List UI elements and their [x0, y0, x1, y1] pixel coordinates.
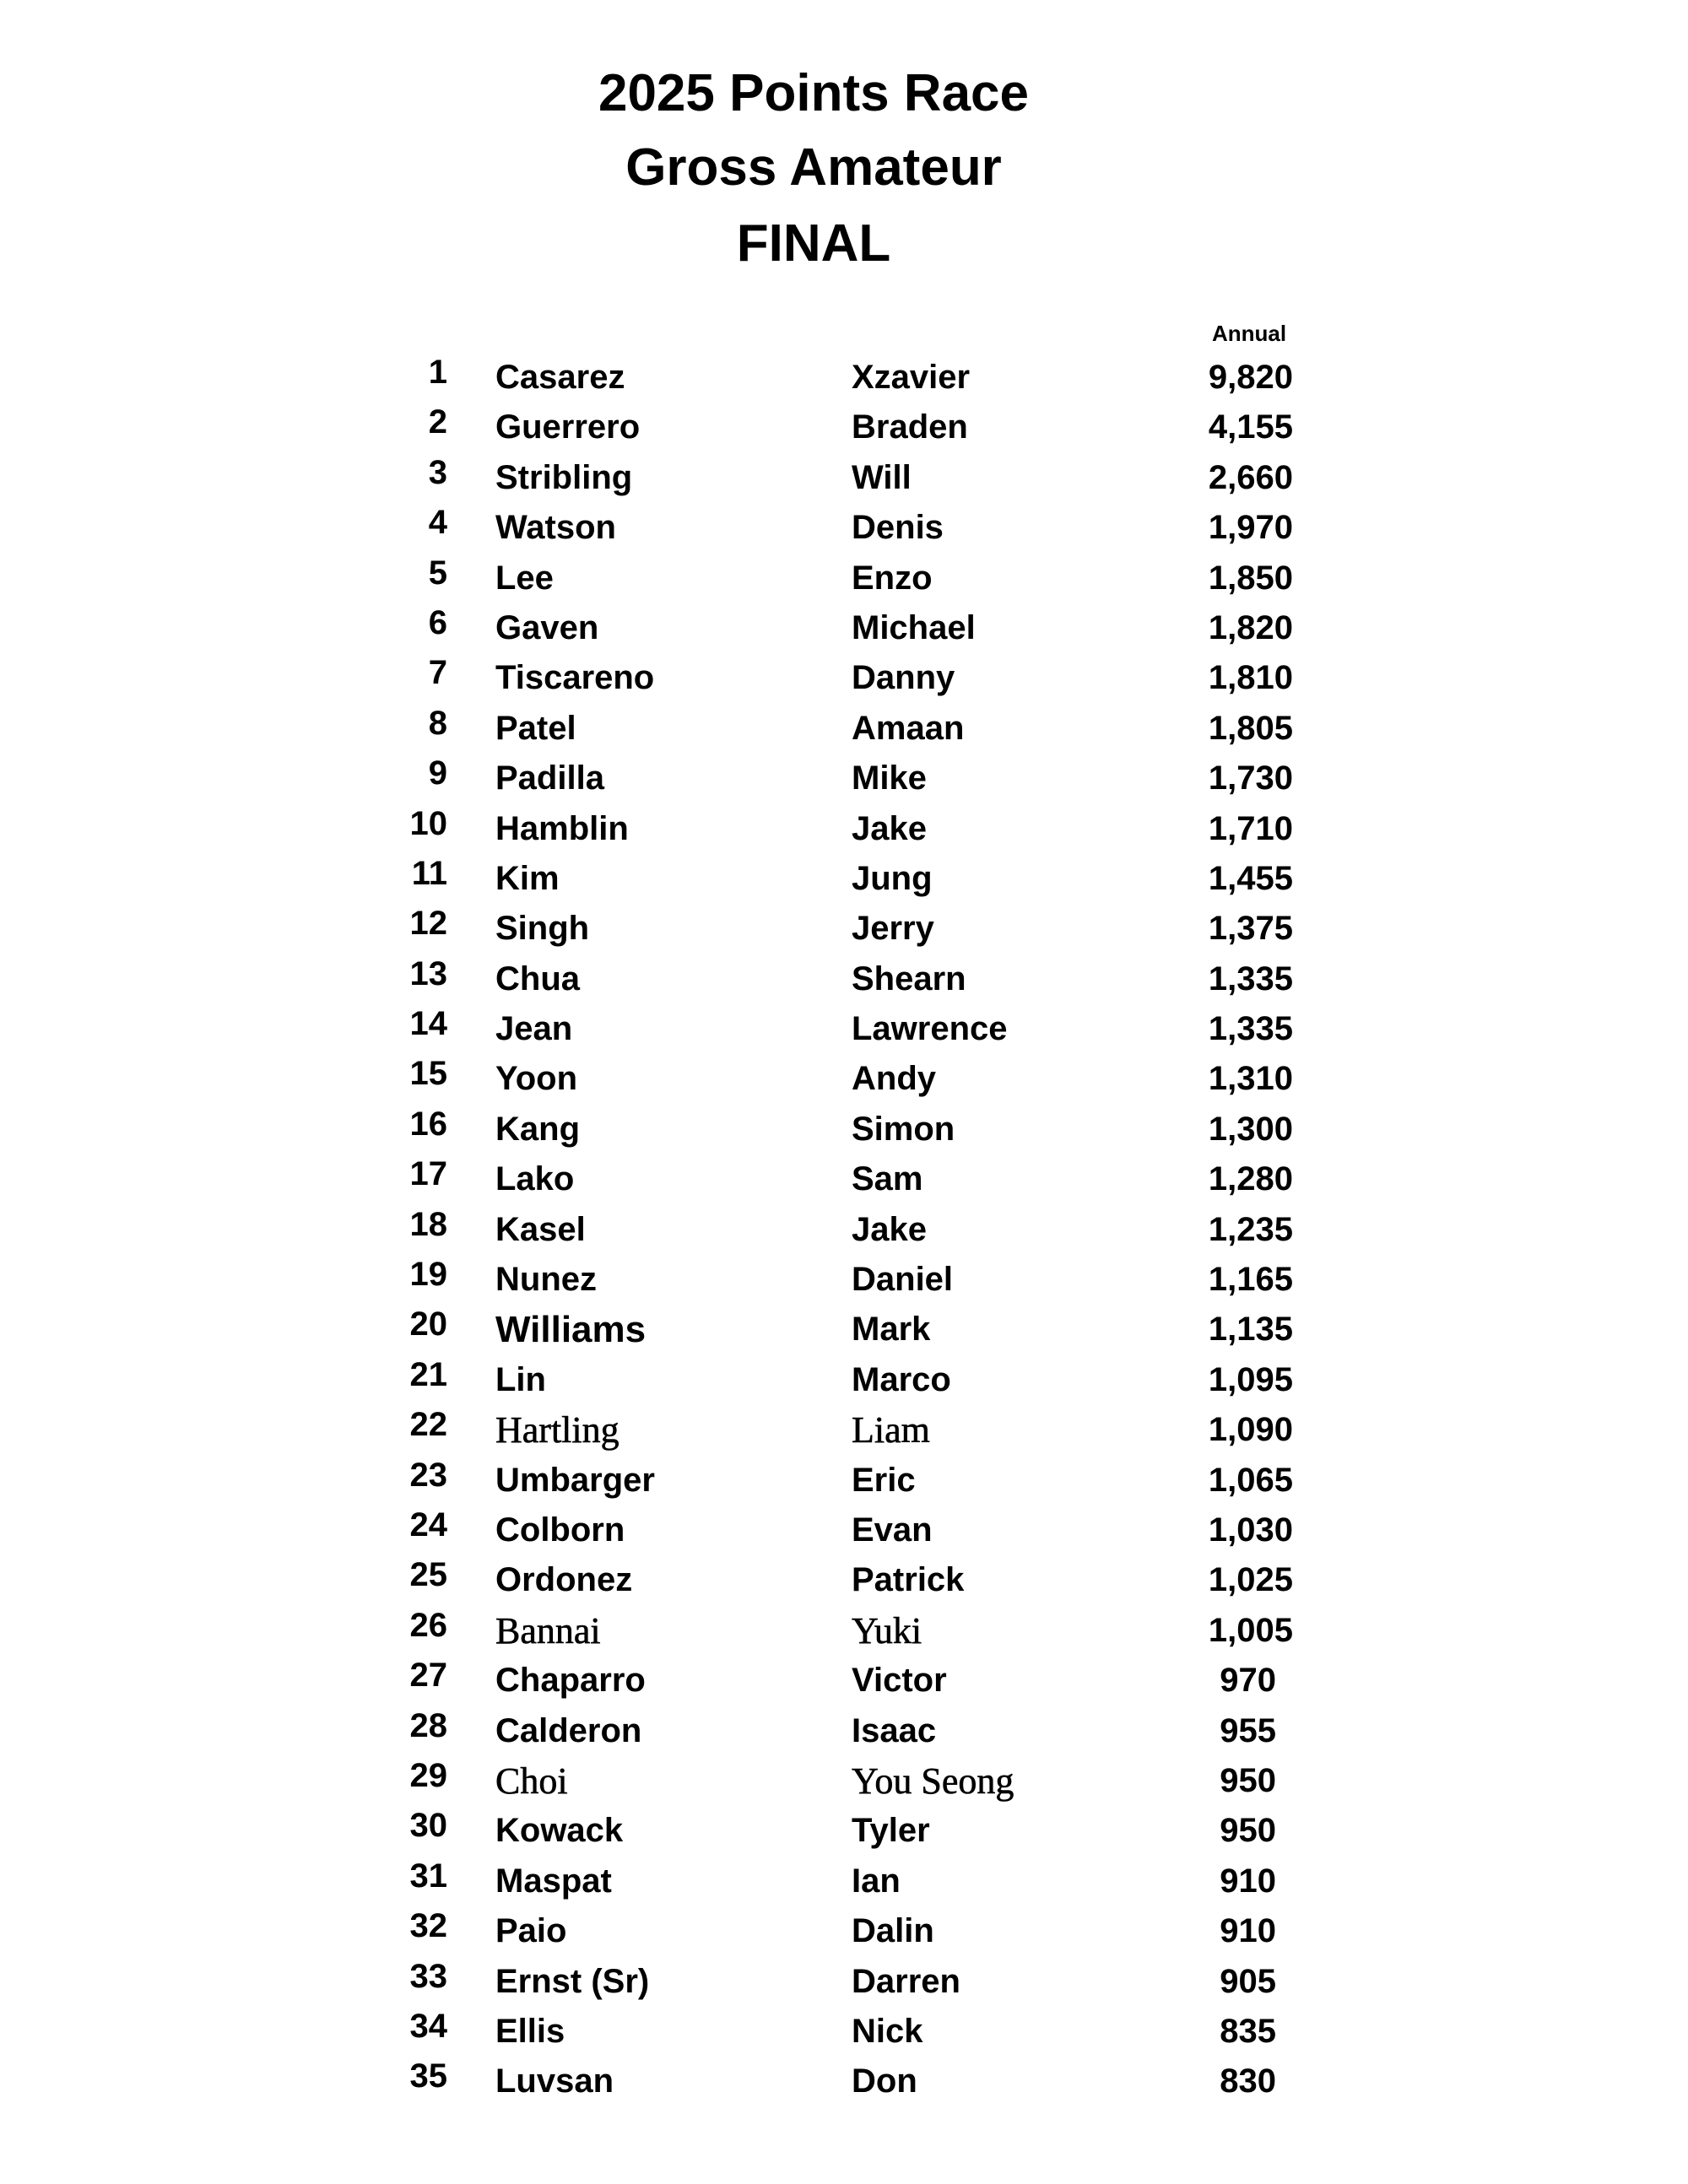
table-row [0, 353, 1688, 403]
rank-cell: 22 [409, 1406, 447, 1444]
table-row [0, 1105, 1688, 1154]
points-cell: 1,165 [1208, 1261, 1293, 1299]
rank-cell: 13 [409, 954, 447, 992]
last-name-cell: Paio [495, 1912, 567, 1950]
first-name-cell: Nick [852, 2012, 923, 2050]
table-row [0, 503, 1688, 553]
first-name-cell: Shearn [852, 960, 966, 997]
first-name-cell: Jake [852, 809, 927, 847]
first-name-cell: Michael [852, 608, 976, 646]
first-name-cell: Darren [852, 1962, 960, 2000]
last-name-cell: Patel [495, 709, 576, 747]
points-cell: 1,090 [1208, 1411, 1293, 1449]
first-name-cell: Will [852, 458, 912, 496]
first-name-cell: Andy [852, 1060, 936, 1098]
last-name-cell: Jean [495, 1010, 573, 1048]
points-cell: 1,235 [1208, 1210, 1293, 1248]
table-row [0, 1305, 1688, 1354]
last-name-cell: Lako [495, 1160, 575, 1198]
table-row [0, 2007, 1688, 2057]
points-cell: 1,280 [1208, 1160, 1293, 1198]
last-name-cell: Calderon [495, 1711, 642, 1749]
rank-cell: 21 [409, 1355, 447, 1393]
last-name-cell: Ellis [495, 2012, 565, 2050]
first-name-cell: Mark [852, 1311, 931, 1349]
points-cell: 2,660 [1208, 458, 1293, 496]
rank-cell: 29 [409, 1756, 447, 1794]
rank-cell: 26 [409, 1606, 447, 1644]
points-cell: 1,310 [1208, 1060, 1293, 1098]
table-row [0, 1606, 1688, 1656]
table-row [0, 1004, 1688, 1054]
points-cell: 1,970 [1208, 509, 1293, 547]
rank-cell: 17 [409, 1155, 447, 1193]
first-name-cell: Jake [852, 1210, 927, 1248]
first-name-cell: Amaan [852, 709, 965, 747]
points-cell: 1,455 [1208, 859, 1293, 897]
rank-cell: 15 [409, 1055, 447, 1093]
title-line-1: 2025 Points Race [598, 64, 1030, 122]
table-row [0, 1355, 1688, 1405]
points-cell: 905 [1220, 1962, 1276, 2000]
first-name-cell: Yuki [852, 1609, 922, 1652]
points-cell: 835 [1220, 2012, 1276, 2050]
last-name-cell: Hamblin [495, 809, 629, 847]
rank-cell: 5 [428, 554, 447, 592]
last-name-cell: Williams [495, 1309, 647, 1351]
points-cell: 1,850 [1208, 559, 1293, 597]
points-cell: 1,300 [1208, 1110, 1293, 1148]
table-row [0, 704, 1688, 754]
first-name-cell: Ian [852, 1862, 901, 1900]
table-row [0, 904, 1688, 954]
first-name-cell: Simon [852, 1110, 955, 1148]
table-row [0, 1154, 1688, 1204]
table-row [0, 1506, 1688, 1555]
table-row [0, 1054, 1688, 1104]
standings-table [0, 353, 1688, 2107]
table-row [0, 1957, 1688, 2007]
last-name-cell: Bannai [495, 1609, 601, 1652]
first-name-cell: Mike [852, 760, 927, 797]
first-name-cell: Lawrence [852, 1010, 1008, 1048]
first-name-cell: Braden [852, 408, 968, 446]
table-row [0, 1205, 1688, 1255]
rank-cell: 8 [428, 704, 447, 742]
last-name-cell: Lee [495, 559, 554, 597]
points-cell: 950 [1220, 1812, 1276, 1850]
rank-cell: 7 [428, 654, 447, 692]
last-name-cell: Singh [495, 910, 590, 948]
first-name-cell: Don [852, 2062, 917, 2100]
first-name-cell: Marco [852, 1360, 951, 1398]
points-cell: 1,710 [1208, 809, 1293, 847]
rank-cell: 10 [409, 804, 447, 842]
rank-cell: 20 [409, 1306, 447, 1343]
rank-cell: 30 [409, 1807, 447, 1845]
table-row [0, 653, 1688, 703]
last-name-cell: Yoon [495, 1060, 578, 1098]
table-row [0, 2057, 1688, 2106]
points-cell: 1,335 [1208, 960, 1293, 997]
rank-cell: 25 [409, 1556, 447, 1594]
first-name-cell: Denis [852, 509, 944, 547]
rank-cell: 18 [409, 1205, 447, 1243]
rank-cell: 19 [409, 1256, 447, 1294]
last-name-cell: Kim [495, 859, 560, 897]
rank-cell: 34 [409, 2007, 447, 2045]
table-row [0, 1656, 1688, 1706]
table-row [0, 754, 1688, 803]
points-cell: 910 [1220, 1912, 1276, 1950]
table-row [0, 1706, 1688, 1756]
table-row [0, 403, 1688, 452]
last-name-cell: Ordonez [495, 1561, 633, 1599]
last-name-cell: Colborn [495, 1511, 625, 1549]
first-name-cell: Xzavier [852, 359, 971, 396]
last-name-cell: Kowack [495, 1812, 624, 1850]
table-row [0, 603, 1688, 653]
rank-cell: 24 [409, 1506, 447, 1543]
last-name-cell: Hartling [495, 1409, 619, 1451]
first-name-cell: Tyler [852, 1812, 930, 1850]
table-row [0, 804, 1688, 854]
rank-cell: 23 [409, 1456, 447, 1494]
last-name-cell: Chaparro [495, 1662, 646, 1700]
first-name-cell: Patrick [852, 1561, 965, 1599]
table-row [0, 1456, 1688, 1506]
first-name-cell: Danny [852, 659, 955, 697]
title-line-3: FINAL [736, 214, 891, 273]
rank-cell: 3 [428, 453, 447, 491]
points-cell: 1,805 [1208, 709, 1293, 747]
points-cell: 1,820 [1208, 608, 1293, 646]
title-line-2: Gross Amateur [625, 138, 1002, 197]
table-row [0, 1906, 1688, 1956]
table-row [0, 1555, 1688, 1605]
last-name-cell: Maspat [495, 1862, 612, 1900]
points-cell: 1,065 [1208, 1461, 1293, 1499]
first-name-cell: Sam [852, 1160, 923, 1198]
points-cell: 1,335 [1208, 1010, 1293, 1048]
first-name-cell: Jung [852, 859, 933, 897]
table-row [0, 854, 1688, 904]
table-row [0, 554, 1688, 603]
rank-cell: 33 [409, 1957, 447, 1995]
last-name-cell: Gaven [495, 608, 599, 646]
last-name-cell: Nunez [495, 1261, 597, 1299]
last-name-cell: Guerrero [495, 408, 641, 446]
last-name-cell: Choi [495, 1760, 568, 1802]
rank-cell: 11 [411, 854, 447, 892]
points-cell: 955 [1220, 1711, 1276, 1749]
last-name-cell: Ernst (Sr) [495, 1962, 650, 2000]
first-name-cell: Isaac [852, 1711, 937, 1749]
points-cell: 950 [1220, 1761, 1276, 1799]
rank-cell: 16 [409, 1105, 447, 1143]
last-name-cell: Chua [495, 960, 580, 997]
points-cell: 9,820 [1208, 359, 1293, 396]
points-cell: 1,030 [1208, 1511, 1293, 1549]
table-row [0, 1255, 1688, 1305]
rank-cell: 6 [428, 603, 447, 641]
first-name-cell: Jerry [852, 910, 934, 948]
table-row [0, 1806, 1688, 1856]
points-cell: 1,730 [1208, 760, 1293, 797]
annual-column-header: Annual [1211, 321, 1287, 346]
rank-cell: 2 [428, 403, 447, 441]
last-name-cell: Kasel [495, 1210, 586, 1248]
table-row [0, 453, 1688, 503]
table-row [0, 1756, 1688, 1806]
rank-cell: 1 [428, 354, 447, 391]
first-name-cell: Victor [852, 1662, 947, 1700]
first-name-cell: Eric [852, 1461, 916, 1499]
rank-cell: 9 [428, 754, 447, 792]
points-cell: 4,155 [1208, 408, 1293, 446]
first-name-cell: Enzo [852, 559, 933, 597]
last-name-cell: Padilla [495, 760, 604, 797]
first-name-cell: Dalin [852, 1912, 934, 1950]
rank-cell: 14 [409, 1005, 447, 1043]
rank-cell: 28 [409, 1706, 447, 1744]
points-cell: 830 [1220, 2062, 1276, 2100]
last-name-cell: Tiscareno [495, 659, 655, 697]
first-name-cell: You Seong [852, 1760, 1014, 1802]
rank-cell: 4 [428, 504, 447, 542]
rank-cell: 12 [409, 905, 447, 943]
last-name-cell: Luvsan [495, 2062, 614, 2100]
points-cell: 910 [1220, 1862, 1276, 1900]
rank-cell: 32 [409, 1907, 447, 1945]
table-row [0, 1405, 1688, 1455]
table-row [0, 954, 1688, 1004]
last-name-cell: Kang [495, 1110, 580, 1148]
last-name-cell: Watson [495, 509, 616, 547]
first-name-cell: Daniel [852, 1261, 954, 1299]
points-cell: 1,375 [1208, 910, 1293, 948]
points-cell: 1,025 [1208, 1561, 1293, 1599]
points-cell: 1,135 [1208, 1311, 1293, 1349]
last-name-cell: Stribling [495, 458, 633, 496]
points-cell: 1,810 [1208, 659, 1293, 697]
last-name-cell: Casarez [495, 359, 625, 396]
first-name-cell: Evan [852, 1511, 933, 1549]
first-name-cell: Liam [852, 1409, 930, 1451]
points-cell: 1,005 [1208, 1611, 1293, 1649]
table-row [0, 1857, 1688, 1906]
points-cell: 970 [1220, 1662, 1276, 1700]
rank-cell: 35 [409, 2057, 447, 2095]
rank-cell: 27 [409, 1657, 447, 1695]
last-name-cell: Lin [495, 1360, 546, 1398]
last-name-cell: Umbarger [495, 1461, 655, 1499]
rank-cell: 31 [409, 1857, 447, 1895]
points-cell: 1,095 [1208, 1360, 1293, 1398]
